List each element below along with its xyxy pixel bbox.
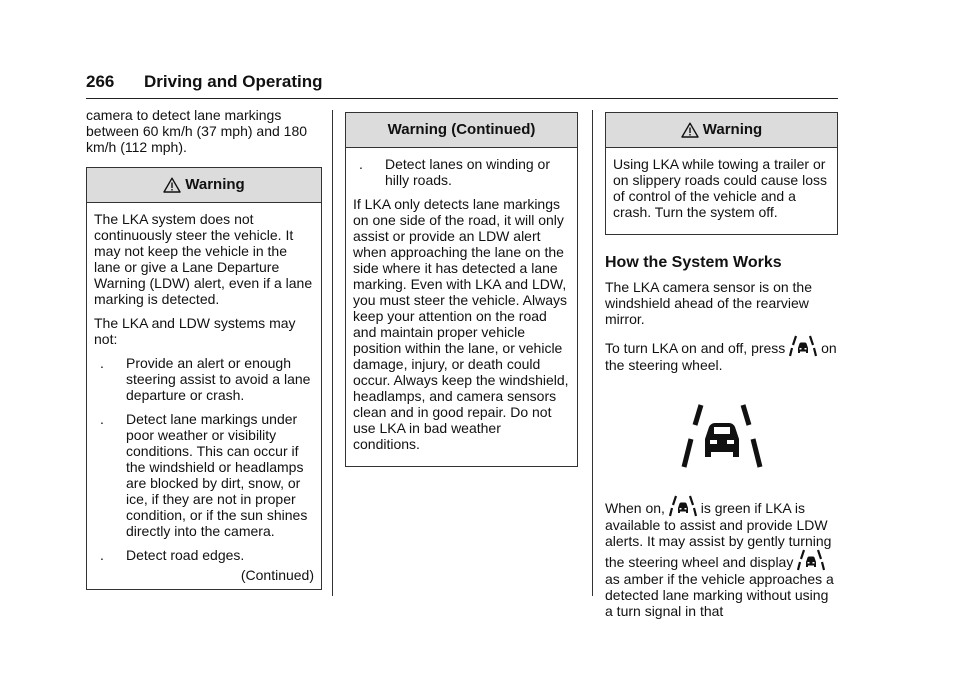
warning-title: Warning: [185, 176, 245, 193]
column-1: [86, 107, 322, 590]
lane-keep-assist-large-icon: [681, 403, 763, 469]
warning-triangle-icon: [163, 177, 181, 193]
text-fragment: as amber if the vehicle approaches a detected lane marking without using a turn signal in that: [605, 571, 834, 619]
lane-keep-assist-icon: [797, 549, 825, 571]
intro-paragraph: camera to detect lane markings between 60 km/h (37 mph) and 180 km/h (112 mph).: [86, 107, 308, 155]
warning-box: [345, 112, 578, 467]
page-header: [86, 70, 838, 99]
warning-header: [606, 113, 837, 148]
bullet-item: [100, 547, 314, 563]
bullet-marker: .: [359, 156, 363, 172]
warning-header: [346, 113, 577, 148]
column-2: [345, 112, 578, 467]
warning-box: [86, 167, 322, 590]
warning-box: [605, 112, 838, 235]
bullet-marker: .: [100, 411, 104, 427]
column-divider: [332, 110, 333, 596]
lane-keep-assist-icon: [669, 495, 697, 517]
body-paragraph: [605, 495, 838, 619]
warning-body: [606, 148, 837, 234]
warning-body: [87, 203, 321, 589]
bullet-marker: .: [100, 547, 104, 563]
page-number: 266: [86, 72, 115, 91]
bullet-item: [359, 156, 570, 188]
text-fragment: To turn LKA on and off, press: [605, 340, 786, 356]
warning-paragraph: The LKA system does not continuously steer the vehicle. It may not keep the vehicle in the lane or give a Lane Departure Warning (LDW) alert, even if a lane marking is detected.: [94, 211, 313, 307]
bullet-item: [100, 411, 314, 539]
text-fragment: on the steering wheel.: [605, 340, 837, 373]
text-fragment: When on,: [605, 500, 665, 516]
bullet-text: Detect lane markings under poor weather or visibility conditions. This can occur if the windshield or headlamps are blocked by dirt, snow, or ice, if they are not in proper condition, or if the sun shines directly into the camera.: [126, 411, 308, 539]
section-title: Driving and Operating: [144, 72, 323, 91]
bullet-text: Detect lanes on winding or hilly roads.: [385, 156, 550, 188]
warning-header: [87, 168, 321, 203]
column-divider: [592, 110, 593, 596]
warning-title: Warning (Continued): [387, 121, 536, 138]
body-paragraph: [605, 335, 838, 373]
warning-paragraph: If LKA only detects lane markings on one side of the road, it will only assist or provide an LDW alert when approaching the lane on the side where it has detected a lane marking. Even with LKA and LDW, you must steer the vehicle. Always keep your attention on the road and maintain proper vehicle position within the lane, or vehicle damage, injury, or death could occur. Always keep the windshield, headlamps, and camera sensors clean and in good repair. Do not use LKA in bad weather conditions.: [353, 196, 569, 452]
bullet-marker: .: [100, 355, 104, 371]
text-fragment: is green if LKA is available to assist and provide LDW alerts. It may assist by gently turning the steering wheel and display: [605, 500, 832, 570]
bullet-text: Detect road edges.: [126, 547, 245, 563]
continued-label: (Continued): [240, 567, 314, 583]
bullet-item: [100, 355, 314, 403]
column-3: [605, 112, 838, 627]
lane-keep-assist-icon: [789, 335, 817, 357]
warning-body: [346, 148, 577, 466]
body-paragraph: The LKA camera sensor is on the windshield ahead of the rearview mirror.: [605, 279, 812, 327]
warning-triangle-icon: [681, 122, 699, 138]
warning-title: Warning: [702, 121, 763, 138]
bullet-text: Provide an alert or enough steering assist to avoid a lane departure or crash.: [126, 355, 311, 403]
warning-paragraph: Using LKA while towing a trailer or on slippery roads could cause loss of control of the vehicle and a crash. Turn the system off.: [613, 156, 828, 220]
warning-paragraph: The LKA and LDW systems may not:: [94, 315, 296, 347]
subheading: How the System Works: [605, 254, 782, 271]
